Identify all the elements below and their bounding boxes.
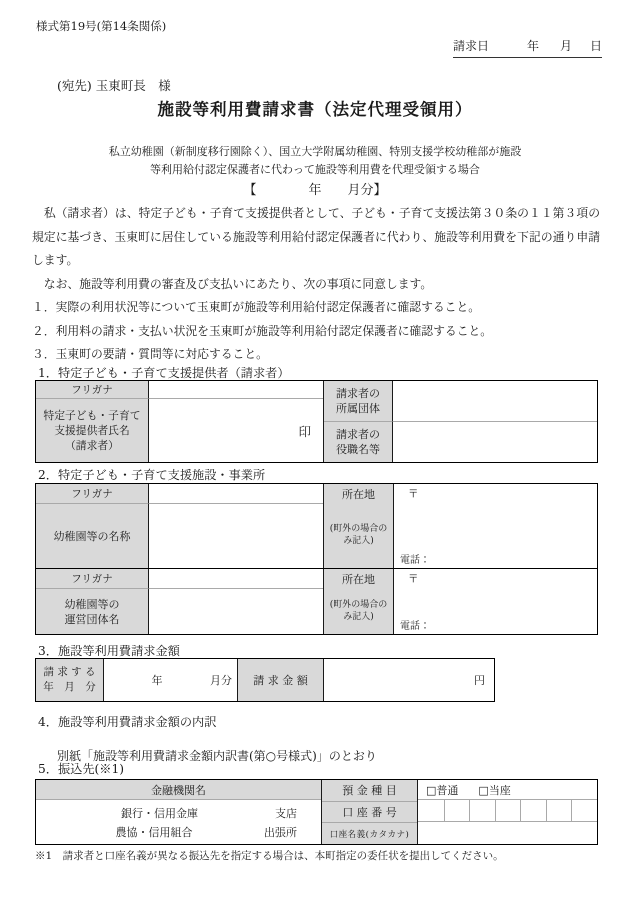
operator-furigana-input-cell[interactable]: [149, 569, 323, 589]
facility-location-input-cell[interactable]: [394, 484, 597, 568]
deposit-type-label: 預 金 種 目: [322, 780, 417, 802]
phone-label: 電話：: [400, 555, 430, 566]
section4-heading: 4．施設等利用費請求金額の内訳: [38, 715, 217, 729]
consent-item-2: ２．利用料の請求・支払い状況を玉東町が施設等利用給付認定保護者に確認すること。: [32, 323, 493, 338]
request-date-year-label: 年: [527, 39, 540, 53]
location-note: (町外の場合の み記入): [329, 599, 388, 622]
account-number-label: 口 座 番 号: [322, 802, 417, 824]
branch-label: 出張所: [264, 825, 297, 839]
declaration-block: [32, 202, 600, 367]
request-date-line[interactable]: [453, 37, 602, 58]
bank-type-row-2[interactable]: 農協・信用組合 出張所: [115, 825, 297, 839]
account-digit-cell-1[interactable]: [418, 800, 444, 821]
form-subtitle: [0, 143, 630, 178]
operator-name-label: 幼稚園等の 運営団体名: [36, 589, 149, 634]
account-number-digit-row: [418, 800, 597, 822]
target-period[interactable]: 【 年 月分】: [243, 183, 387, 198]
claim-period-input-cell[interactable]: [104, 659, 238, 701]
request-date-month-label: 月: [560, 39, 573, 53]
phone-label: 電話：: [400, 621, 430, 632]
checkbox-icon: □: [426, 783, 437, 797]
request-date-day-label: 日: [590, 39, 603, 53]
claimant-furigana-label: フリガナ: [36, 381, 149, 399]
facility-name-input-cell[interactable]: [149, 504, 323, 568]
claim-period-year-label: 年: [151, 674, 163, 687]
facility-furigana-input-cell[interactable]: [149, 484, 323, 504]
bank-name-input-cell[interactable]: [36, 800, 321, 844]
account-digit-cell-4[interactable]: [495, 800, 521, 821]
location-note: (町外の場合の み記入): [329, 524, 388, 546]
branch-label: 支店: [275, 806, 297, 820]
footnote: ※1 請求者と口座名義が異なる振込先を指定する場合は、本町指定の委任状を提出してください。: [35, 850, 504, 862]
amount-table: [35, 658, 495, 702]
facility-block-1: [36, 484, 597, 568]
bank-type-row-1[interactable]: 銀行・信用金庫 支店: [121, 806, 297, 820]
consent-intro: なお、施設等利用費の審査及び支払いにあたり、次の事項に同意します。: [32, 276, 433, 291]
addressee: (宛先) 玉東町長 様: [57, 78, 171, 93]
bank-name-header: 金融機関名: [36, 780, 321, 800]
form-subtitle-line1: 私立幼稚園（新制度移行園除く）、国立大学附属幼稚園、特別支援学校幼稚部が施設: [108, 145, 522, 158]
seal-mark: 印: [298, 423, 311, 439]
claim-amount-label: 請 求 金 額: [238, 659, 324, 701]
checkbox-touza[interactable]: □当座: [478, 783, 511, 797]
consent-item-3: ３．玉東町の要請・質問等に対応すること。: [32, 347, 268, 361]
account-digit-cell-5[interactable]: [520, 800, 546, 821]
declaration-paragraph: 私（請求者）は、特定子ども・子育て支援提供者として、子ども・子育て支援法第３０条の１１第３項の規定に基づき、玉東町に居住している施設等利用給付認定保護者に代わり、施設等利用費を下記の通り申請します。: [32, 206, 600, 267]
section3-heading: 3．施設等利用費請求金額: [38, 644, 180, 658]
section1-heading: 1．特定子ども・子育て支援提供者（請求者）: [38, 366, 290, 380]
facility-location-label-cell: 所在地 (町外の場合の み記入): [323, 484, 394, 568]
operator-furigana-label: フリガナ: [36, 569, 149, 589]
claimant-table: [35, 380, 598, 463]
claimant-role-input-cell[interactable]: [393, 422, 597, 463]
consent-item-1: １．実際の利用状況等について玉東町が施設等利用給付認定保護者に確認すること。: [32, 300, 481, 314]
facility-furigana-label: フリガナ: [36, 484, 149, 504]
claimant-org-input-cell[interactable]: [393, 381, 597, 422]
account-digit-cell-2[interactable]: [444, 800, 470, 821]
account-digit-cell-6[interactable]: [546, 800, 572, 821]
claimant-org-label: 請求者の 所属団体: [324, 381, 393, 422]
account-digit-cell-3[interactable]: [469, 800, 495, 821]
form-subtitle-line2: 等利用給付認定保護者に代わって施設等利用費を代理受領する場合: [150, 162, 480, 176]
claim-period-label: 請 求 す る 年 月 分: [36, 659, 104, 701]
checkbox-futsuu[interactable]: □普通: [426, 783, 459, 797]
claim-period-month-label: 月分: [210, 674, 232, 687]
operator-location-label-cell: 所在地 (町外の場合の み記入): [323, 569, 394, 634]
facility-block-2: [36, 568, 597, 634]
account-digit-cell-7[interactable]: [571, 800, 597, 821]
facility-name-label: 幼稚園等の名称: [36, 504, 149, 568]
claimant-name-input-cell[interactable]: [149, 399, 323, 462]
section2-heading: 2．特定子ども・子育て支援施設・事業所: [38, 468, 266, 482]
claim-amount-input-cell[interactable]: [324, 659, 494, 701]
account-holder-label: 口座名義(カタカナ): [322, 823, 417, 844]
operator-location-input-cell[interactable]: [394, 569, 597, 634]
section4-note: 別紙「施設等利用費請求金額内訳書(第○号様式)」のとおり: [57, 749, 377, 763]
form-number: 様式第19号(第14条関係): [36, 19, 167, 33]
claimant-name-label: 特定子ども・子育て 支援提供者氏名 （請求者）: [36, 399, 149, 462]
postal-mark: 〒: [408, 573, 419, 585]
section5-heading: 5．振込先(※1): [38, 762, 124, 776]
bank-transfer-table: [35, 779, 598, 845]
deposit-type-options: [418, 780, 597, 800]
operator-name-input-cell[interactable]: [149, 589, 323, 634]
account-holder-input-cell[interactable]: [418, 822, 597, 844]
claimant-role-label: 請求者の 役職名等: [324, 422, 393, 463]
facility-table: [35, 483, 598, 635]
claimant-furigana-input-cell[interactable]: [149, 381, 323, 399]
request-date-label: 請求日: [453, 39, 490, 53]
postal-mark: 〒: [408, 488, 419, 500]
checkbox-icon: □: [478, 783, 489, 797]
yen-unit-label: 円: [474, 674, 485, 687]
form-title: 施設等利用費請求書（法定代理受領用）: [157, 100, 473, 119]
